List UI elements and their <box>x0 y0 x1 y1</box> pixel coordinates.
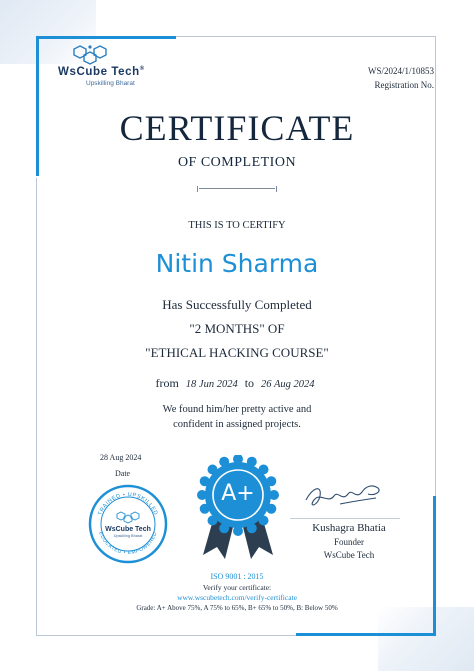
frame-line <box>36 635 296 636</box>
iso-certification: ISO 9001 : 2015 <box>210 572 264 581</box>
course-dates <box>0 376 474 391</box>
signatory-organization: WsCube Tech <box>323 550 375 560</box>
course-name: "ETHICAL HACKING COURSE" <box>145 345 329 360</box>
remark-line: We found him/her pretty active and <box>162 404 312 415</box>
signature-icon <box>300 474 390 514</box>
brand-logo <box>58 44 158 88</box>
signature-line <box>290 518 400 519</box>
issue-date: 28 Aug 2024 <box>100 453 142 462</box>
end-date: 26 Aug 2024 <box>261 379 315 390</box>
frame-accent <box>36 36 176 39</box>
course-duration: "2 MONTHS" OF <box>189 321 285 336</box>
frame-accent <box>433 496 436 636</box>
grade-scale: Grade: A+ Above 75%, A 75% to 65%, B+ 65% to 50%, B: Below 50% <box>136 604 338 612</box>
remark-line: confident in assigned projects. <box>173 419 301 430</box>
company-seal-icon <box>88 484 168 564</box>
registration-block <box>368 64 434 92</box>
certify-text: THIS IS TO CERTIFY <box>188 220 286 231</box>
verify-text: Verify your certificate: <box>202 583 272 592</box>
title-divider <box>197 186 277 192</box>
registration-number: WS/2024/1/10853 <box>367 66 434 76</box>
svg-text:TRAINED • UPSKILLED: TRAINED • UPSKILLED <box>97 491 159 517</box>
logo-tagline: Upskilling Bharat <box>86 80 135 87</box>
to-label: to <box>244 376 255 390</box>
registration-label: Registration No. <box>374 80 434 90</box>
certificate-subtitle: OF COMPLETION <box>177 155 297 170</box>
svg-text:Upskilling Bharat: Upskilling Bharat <box>113 534 143 538</box>
from-label: from <box>155 376 179 390</box>
issue-date-label: Date <box>115 469 131 478</box>
start-date: 18 Jun 2024 <box>185 379 238 390</box>
performance-remark <box>0 402 474 432</box>
verify-link[interactable]: www.wscubetech.com/verify-certificate <box>177 593 297 602</box>
certificate-title: CERTIFICATE <box>119 108 355 148</box>
hexagon-logo-icon <box>70 44 110 66</box>
svg-text:WsCube Tech: WsCube Tech <box>105 526 151 533</box>
frame-accent <box>296 633 436 636</box>
signatory-role: Founder <box>334 537 364 547</box>
grade-badge-icon <box>193 455 283 565</box>
recipient-name: Nitin Sharma <box>155 249 319 278</box>
svg-text:EDUCATED • EMPOWERED: EDUCATED • EMPOWERED <box>97 531 159 557</box>
grade-value: A+ <box>221 481 255 506</box>
frame-line <box>176 36 436 37</box>
signatory-name: Kushagra Bhatia <box>312 522 386 534</box>
completion-text: Has Successfully Completed <box>162 297 312 312</box>
logo-wordmark: WsCube Tech® <box>58 66 145 78</box>
